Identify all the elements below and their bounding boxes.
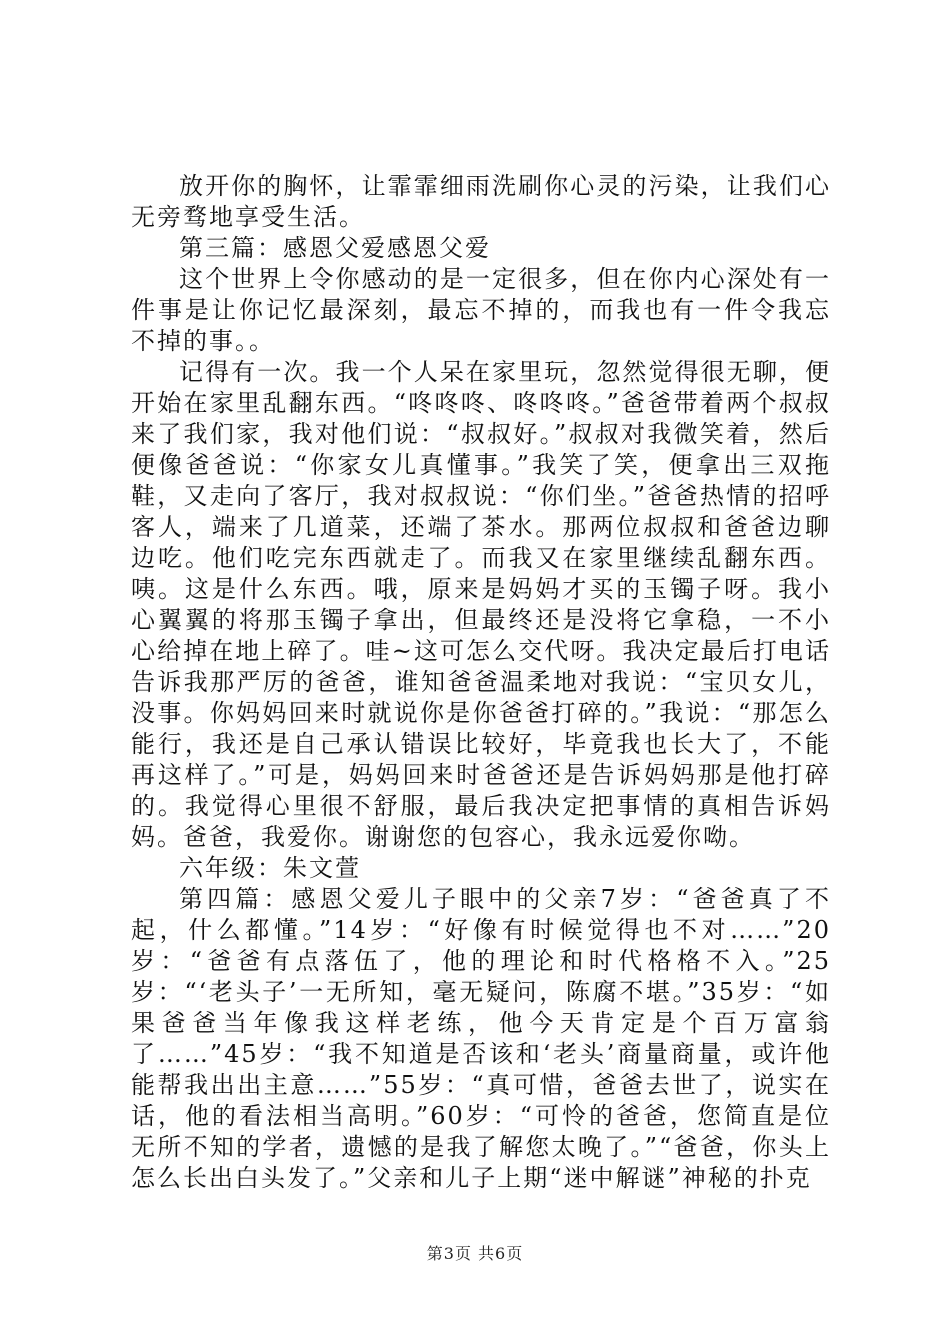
document-body [131,171,831,1194]
page-footer: 第3页 共6页 [426,1244,524,1263]
paragraph-memory: 这个世界上令你感动的是一定很多，但在你内心深处有一件事是让你记忆最深刻，最忘不掉的，而我也有一件令我忘不掉的事。。 [131,265,831,355]
paragraph-intro: 放开你的胸怀，让霏霏细雨洗刷你心灵的污染，让我们心无旁骛地享受生活。 [131,172,831,231]
section-heading-third: 第三篇：感恩父爱感恩父爱 [179,234,491,262]
section-heading-fourth: 第四篇：感恩父爱儿子眼中的父亲7岁：“爸爸真了不起，什么都懂。”14岁：“好像有时候觉得也不对……”20岁：“爸爸有点落伍了，他的理论和时代格格不入。”25岁：“‘老头子’一无所知，毫无疑问，陈腐不堪。”35岁：“如果爸爸当年像我这样老练，他今天肯定是个百万富翁了……”45岁：“我不知道是否该和‘老头’商量商量，或许他能帮我出出主意……”55岁：“真可惜，爸爸去世了，说实在话，他的看法相当高明。”60岁：“可怜的爸爸，您简直是位无所不知的学者，遗憾的是我了解您太晚了。”“爸爸，你头上怎么长出白头发了。”父亲和儿子上期“迷中解谜”神秘的扑克 [131,885,831,1192]
paragraph-story: 记得有一次。我一个人呆在家里玩，忽然觉得很无聊，便开始在家里乱翻东西。“咚咚咚、咚咚咚。”爸爸带着两个叔叔来了我们家，我对他们说：“叔叔好。”叔叔对我微笑着，然后便像爸爸说：“你家女儿真懂事。”我笑了笑，便拿出三双拖鞋，又走向了客厅，我对叔叔说：“你们坐。”爸爸热情的招呼客人，端来了几道菜，还端了茶水。那两位叔叔和爸爸边聊边吃。他们吃完东西就走了。而我又在家里继续乱翻东西。咦。这是什么东西。哦，原来是妈妈才买的玉镯子呀。我小心翼翼的将那玉镯子拿出，但最终还是没将它拿稳，一不小心给掉在地上碎了。哇~这可怎么交代呀。我决定最后打电话告诉我那严厉的爸爸，谁知爸爸温柔地对我说：“宝贝女儿，没事。你妈妈回来时就说你是你爸爸打碎的。”我说：“那怎么能行，我还是自己承认错误比较好，毕竟我也长大了，不能再这样了。”可是，妈妈回来时爸爸还是告诉妈妈那是他打碎的。我觉得心里很不舒服，最后我决定把事情的真相告诉妈妈。爸爸，我爱你。谢谢您的包容心，我永远爱你呦。 [131,358,831,851]
author-line: 六年级：朱文萱 [179,854,361,882]
